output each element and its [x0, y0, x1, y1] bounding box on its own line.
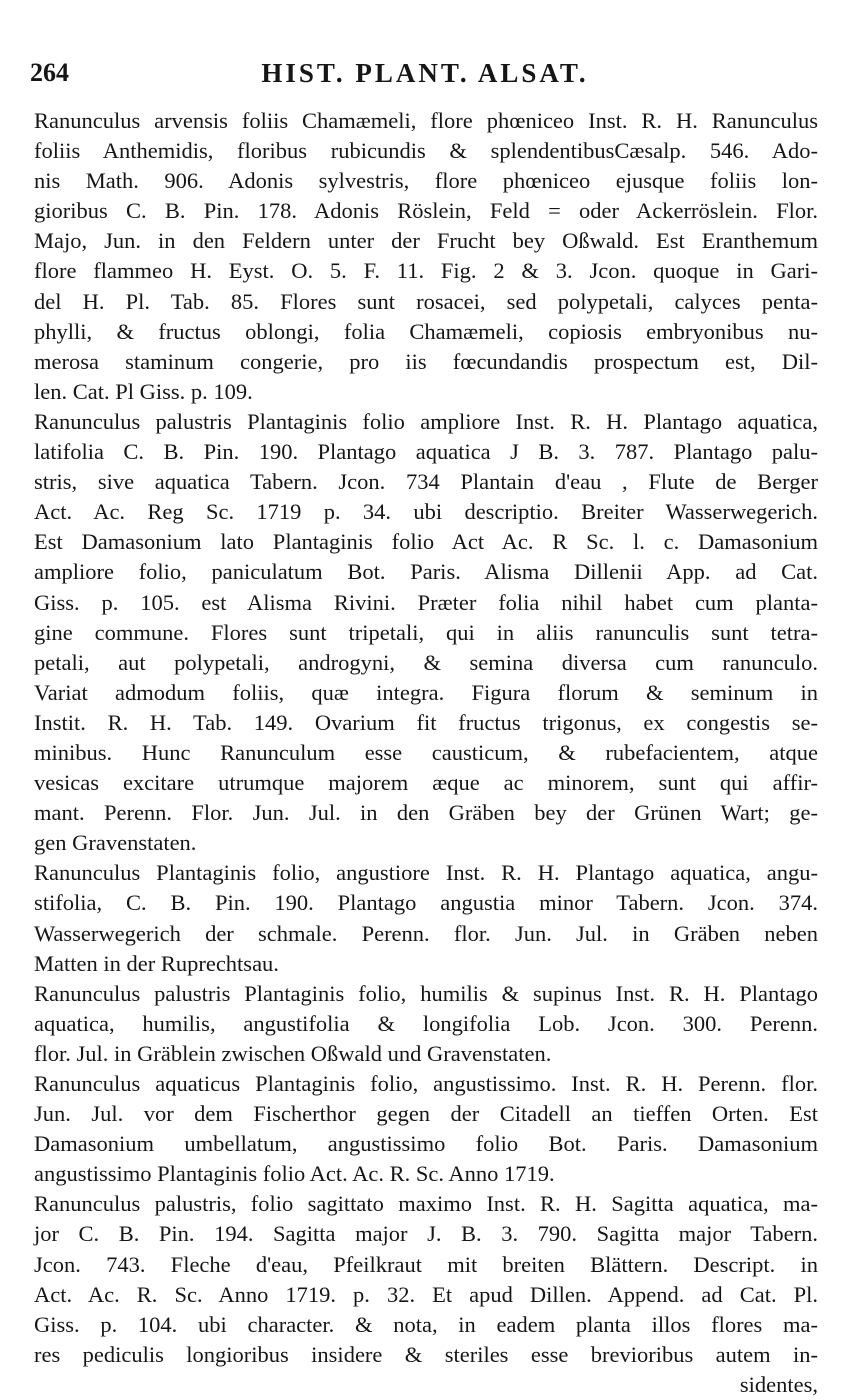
- text-line: angustissimo Plantaginis folio Act. Ac. R. Sc. Anno 1719.: [34, 1161, 555, 1187]
- text-line: Giss. p. 104. ubi character. & nota, in eadem planta illos flores ma-: [34, 1311, 818, 1337]
- text-line: foliis Anthemidis, floribus rubicundis & splendentibusCæsalp. 546. Ado-: [34, 138, 818, 164]
- text-line: nis Math. 906. Adonis sylvestris, flore phœniceo ejusque foliis lon-: [34, 168, 818, 194]
- text-line: gine commune. Flores sunt tripetali, qui in aliis ranunculis sunt tetra-: [34, 619, 818, 645]
- running-head: HIST. PLANT. ALSAT.: [261, 58, 589, 88]
- text-line: ampliore folio, paniculatum Bot. Paris. Alisma Dillenii App. ad Cat.: [34, 559, 818, 585]
- text-line: Act. Ac. Reg Sc. 1719 p. 34. ubi descriptio. Breiter Wasserwegerich.: [34, 499, 818, 525]
- text-line: gen Gravenstaten.: [34, 830, 197, 856]
- text-line: sidentes,: [739, 1371, 818, 1397]
- text-body: [34, 106, 818, 1400]
- text-line: Variat admodum foliis, quæ integra. Figura florum & seminum in: [34, 679, 818, 705]
- text-line: flore flammeo H. Eyst. O. 5. F. 11. Fig. 2 & 3. Jcon. quoque in Gari-: [34, 258, 818, 284]
- text-line: stris, sive aquatica Tabern. Jcon. 734 Plantain d'eau , Flute de Berger: [34, 469, 818, 495]
- text-line: vesicas excitare utrumque majorem æque ac minorem, sunt qui affir-: [34, 770, 818, 796]
- text-line: gioribus C. B. Pin. 178. Adonis Röslein, Feld = oder Ackerröslein. Flor.: [34, 198, 818, 224]
- text-line: len. Cat. Pl Giss. p. 109.: [34, 378, 253, 404]
- text-line: Ranunculus palustris Plantaginis folio, humilis & supinus Inst. R. H. Plantago: [34, 980, 818, 1006]
- page-number: 264: [30, 58, 69, 87]
- text-line: petali, aut polypetali, androgyni, & semina diversa cum ranunculo.: [34, 649, 818, 675]
- text-line: Act. Ac. R. Sc. Anno 1719. p. 32. Et apud Dillen. Append. ad Cat. Pl.: [34, 1281, 818, 1307]
- text-line: flor. Jul. in Gräblein zwischen Oßwald und Gravenstaten.: [34, 1040, 552, 1066]
- text-line: Damasonium umbellatum, angustissimo folio Bot. Paris. Damasonium: [34, 1131, 818, 1157]
- text-line: Wasserwegerich der schmale. Perenn. flor. Jun. Jul. in Gräben neben: [34, 920, 818, 946]
- text-line: Giss. p. 105. est Alisma Rivini. Præter folia nihil habet cum planta-: [34, 589, 818, 615]
- text-line: Ranunculus palustris Plantaginis folio ampliore Inst. R. H. Plantago aquatica,: [34, 408, 818, 434]
- text-line: mant. Perenn. Flor. Jun. Jul. in den Gräben bey der Grünen Wart; ge-: [34, 800, 818, 826]
- text-line: Ranunculus palustris, folio sagittato maximo Inst. R. H. Sagitta aquatica, ma-: [34, 1191, 818, 1217]
- text-line: Instit. R. H. Tab. 149. Ovarium fit fructus trigonus, ex congestis se-: [34, 709, 818, 735]
- text-line: del H. Pl. Tab. 85. Flores sunt rosacei, sed polypetali, calyces penta-: [34, 288, 818, 314]
- text-line: Majo, Jun. in den Feldern unter der Frucht bey Oßwald. Est Eranthemum: [34, 228, 818, 254]
- text-line: jor C. B. Pin. 194. Sagitta major J. B. 3. 790. Sagitta major Tabern.: [34, 1221, 818, 1247]
- text-line: Ranunculus Plantaginis folio, angustiore Inst. R. H. Plantago aquatica, angu-: [34, 860, 818, 886]
- text-line: Matten in der Ruprechtsau.: [34, 950, 279, 976]
- text-line: phylli, & fructus oblongi, folia Chamæmeli, copiosis embryonibus nu-: [34, 318, 818, 344]
- text-line: merosa staminum congerie, pro iis fœcundandis prospectum est, Dil-: [34, 348, 818, 374]
- text-line: latifolia C. B. Pin. 190. Plantago aquatica J B. 3. 787. Plantago palu-: [34, 439, 818, 465]
- text-line: minibus. Hunc Ranunculum esse causticum, & rubefacientem, atque: [34, 739, 818, 765]
- page-header: [30, 58, 820, 98]
- text-line: Ranunculus arvensis foliis Chamæmeli, flore phœniceo Inst. R. H. Ranunculus: [34, 108, 818, 133]
- text-line: stifolia, C. B. Pin. 190. Plantago angustia minor Tabern. Jcon. 374.: [34, 890, 818, 916]
- text-line: res pediculis longioribus insidere & steriles esse brevioribus autem in-: [34, 1341, 818, 1367]
- text-line: Est Damasonium lato Plantaginis folio Act Ac. R Sc. l. c. Damasonium: [34, 529, 818, 555]
- text-line: aquatica, humilis, angustifolia & longifolia Lob. Jcon. 300. Perenn.: [34, 1010, 818, 1036]
- text-line: Jun. Jul. vor dem Fischerthor gegen der Citadell an tieffen Orten. Est: [34, 1101, 818, 1127]
- text-line: Ranunculus aquaticus Plantaginis folio, angustissimo. Inst. R. H. Perenn. flor.: [34, 1071, 818, 1096]
- text-line: Jcon. 743. Fleche d'eau, Pfeilkraut mit breiten Blättern. Descript. in: [34, 1251, 818, 1277]
